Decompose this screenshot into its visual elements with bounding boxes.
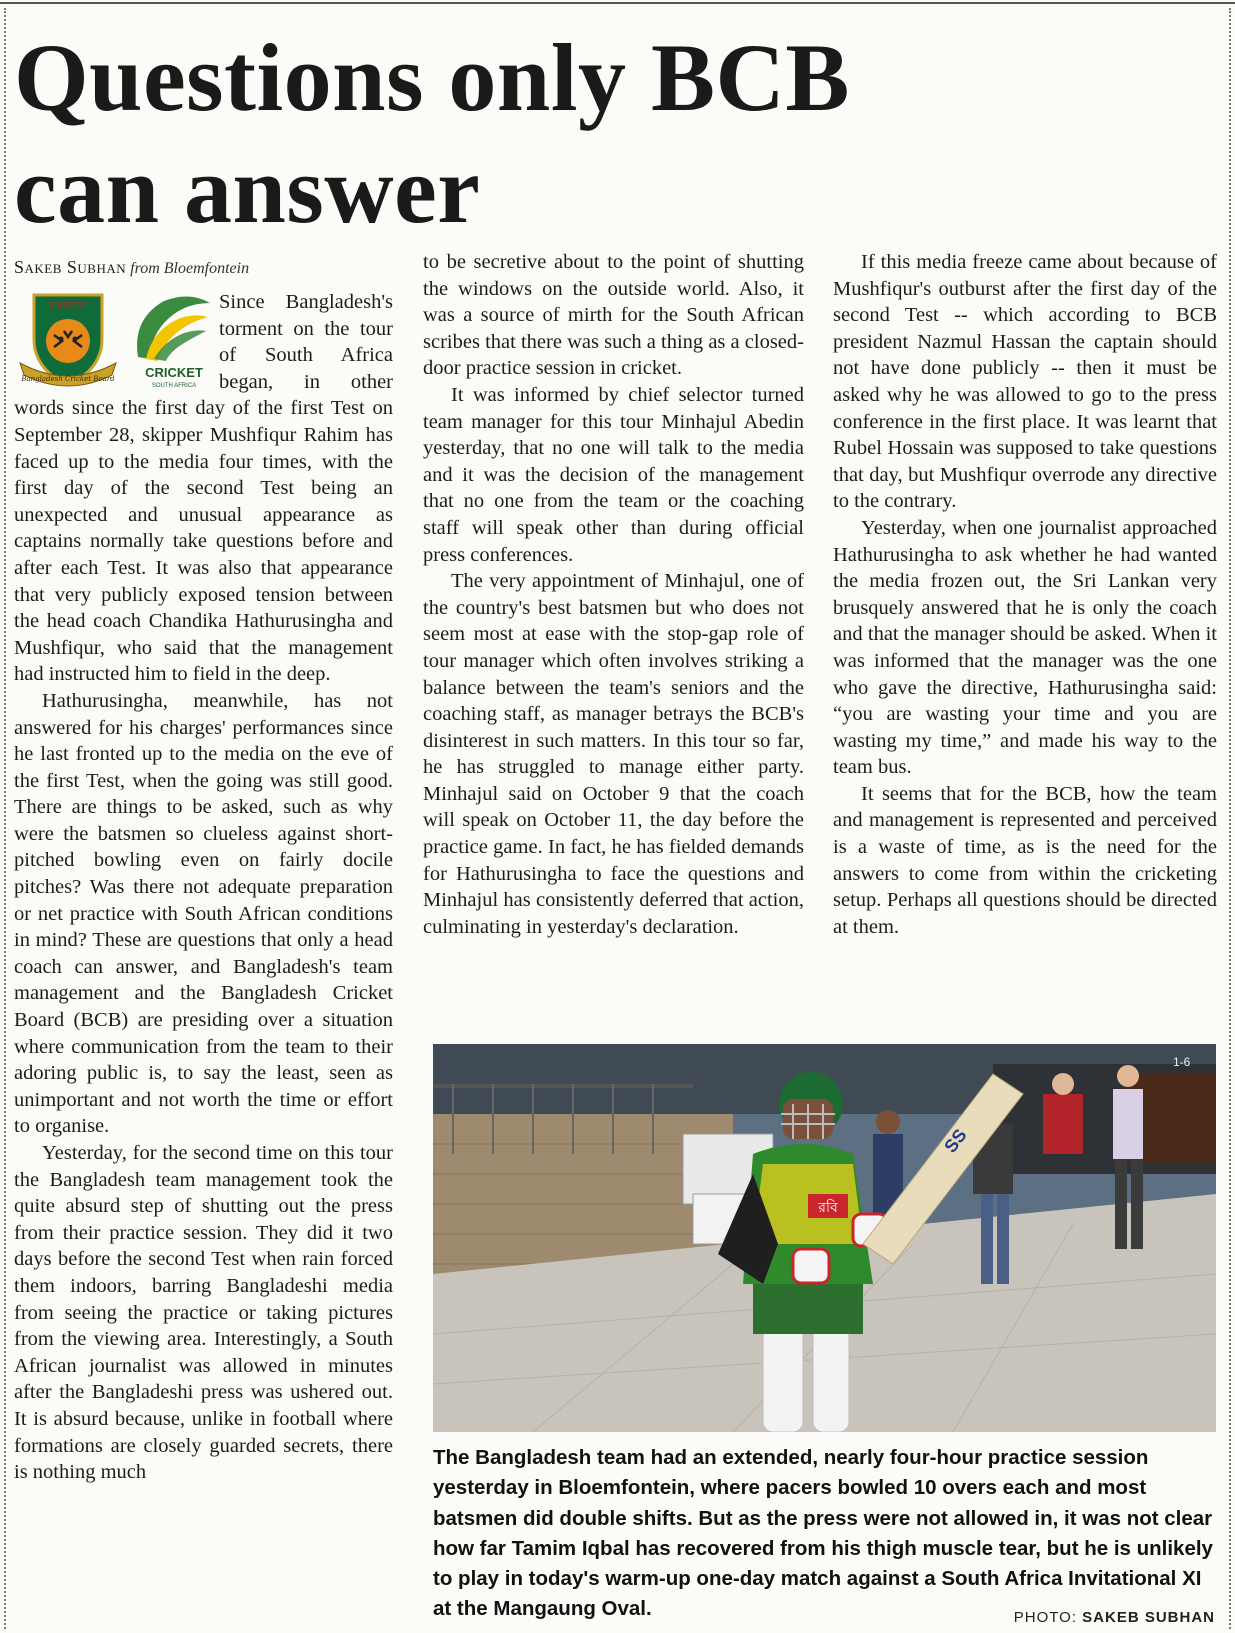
bcb-bangla-text: বাংলাদেশ — [48, 301, 88, 312]
paragraph: The very appointment of Minhajul, one of the country's best batsmen but who does not seem most at ease with the stop-gap role of tour manager which often involves striking a balance between the team's seniors and the coaching staff, as manager betrays the BCB's disinterest in such matters. In this tour so far, he has struggled to manage either party. Minhajul said on October 9 that the coach will speak on October 11, the day before the practice game. In fact, he has fielded demands for Hathurusingha to face the questions and Minhajul has consistently deferred that action, culminating in yesterday's declaration. — [423, 570, 804, 938]
photo-credit-name: SAKEB SUBHAN — [1082, 1609, 1215, 1626]
left-dotted-border — [4, 8, 6, 1629]
news-photo — [433, 1044, 1216, 1432]
paragraph: It was informed by chief selector turned team manager for this tour Minhajul Abedin yesterday, that no one will talk to the media and it was the decision of the management that no one from the team or the coaching staff will speak other than during official press conferences. — [423, 383, 804, 566]
author-location: from Bloemfontein — [130, 260, 250, 277]
right-dotted-border — [1229, 8, 1231, 1629]
cricket-sa-subtext: SOUTH AFRICA — [151, 383, 197, 389]
photo-illustration — [433, 1044, 1216, 1432]
paragraph: If this media freeze came about because of Mushfiqur's outburst after the first day of the second Test -- which according to BCB president Nazmul Hassan the captain should not have done publicly -- then it must be asked why he was allowed to go to the press conference in the first place. It was learnt that Rubel Hossain was supposed to take questions that day, but Mushfiqur overrode any directive to the contrary. — [833, 251, 1217, 513]
bat-logo-text: SS — [940, 1125, 971, 1157]
bcb-logo — [20, 295, 116, 386]
photo-credit-label: PHOTO: — [1013, 1609, 1077, 1626]
headline-line-2: can answer — [14, 136, 481, 243]
article-column-2 — [423, 249, 804, 940]
bcb-ribbon-text: Bangladesh Cricket Board — [21, 375, 115, 383]
byline — [14, 257, 394, 279]
paragraph: Since Bangladesh's torment on the tour of South Africa began, in other words since the first day of the first Test on September 28, skipper Mushfiqur Rahim has faced up to the media four times, with the first day of the second Test being an unexpected and unusual appearance as captains normally take questions before and after each Test. It was also that appearance that very publicly exposed tension between the head coach Chandika Hathurusingha and Mushfiqur, who said that the management had instructed him to field in the deep. — [14, 291, 393, 686]
cricket-sa-text: CRICKET — [145, 365, 203, 380]
paragraph: Yesterday, for the second time on this tour the Bangladesh team management took the quite absurd step of shutting out the press from their practice session. They did it two days before the second Test when rain forced them indoors, barring Bangladeshi media from seeing the practice or taking pictures from the viewing area. Interestingly, a South African journalist was allowed in minutes after the Bangladeshi press was ushered out. It is absurd because, unlike in football where formations are closely guarded secrets, there is nothing much — [14, 1142, 393, 1484]
top-rule — [0, 2, 1235, 4]
logos-svg — [14, 289, 219, 395]
paragraph: It seems that for the BCB, how the team and management is represented and perceived is a waste of time, as is the need for the answers to come from within the cricketing setup. Perhaps all questions should be directed at them. — [833, 782, 1217, 938]
headline — [14, 22, 1014, 246]
headline-line-1: Questions only BCB — [14, 24, 850, 131]
scoreboard-text: 1-6 — [1173, 1055, 1191, 1069]
photo-credit — [1014, 1609, 1215, 1626]
photo-caption: The Bangladesh team had an extended, nearly four-hour practice session yesterday in Bloemfontein, where pacers bowled 10 overs each and most batsmen did double shifts. But as the press were not allowed in, it was not clear how far Tamim Iqbal has recovered from his thigh muscle tear, but he is unlikely to play in today's warm-up one-day match against a South Africa Invitational XI at the Mangaung Oval. — [433, 1446, 1213, 1621]
article-column-3 — [833, 249, 1217, 940]
paragraph: Hathurusingha, meanwhile, has not answered for his charges' performances since he last fronted up to the media on the eve of the first Test, when the going was still good. There are things to be asked, such as why were the batsmen so clueless against short-pitched bowling even on fairly docile pitches? Was there not adequate preparation or net practice with South African conditions in mind? These are questions that only a head coach can answer, and Bangladesh's team management and the Bangladesh Cricket Board (BCB) are presiding over a situation where communication from the team to their adoring public is, to say the least, seen as unimportant and not worth the time or effort to organise. — [14, 689, 393, 1138]
paragraph: to be secretive about to the point of shutting the windows on the outside world. Also, it was a source of mirth for the South African scribes that there was such a thing as a closed-door practice session in cricket. — [423, 251, 804, 380]
paragraph: Yesterday, when one journalist approached Hathurusingha to ask whether he had wanted the media frozen out, the Sri Lankan very brusquely answered that he is only the coach and that the manager should be asked. When it was informed that the manager was the one who gave the directive, Hathurusingha said: “you are wasting your time and you are wasting my time,” and made his way to the team bus. — [833, 516, 1217, 779]
article-column-1 — [14, 289, 393, 1486]
logos-block — [14, 289, 219, 395]
author-name: Sakeb Subhan — [14, 257, 127, 277]
cricket-sa-logo — [137, 296, 210, 389]
shirt-sponsor-text: রবি — [818, 1200, 838, 1216]
